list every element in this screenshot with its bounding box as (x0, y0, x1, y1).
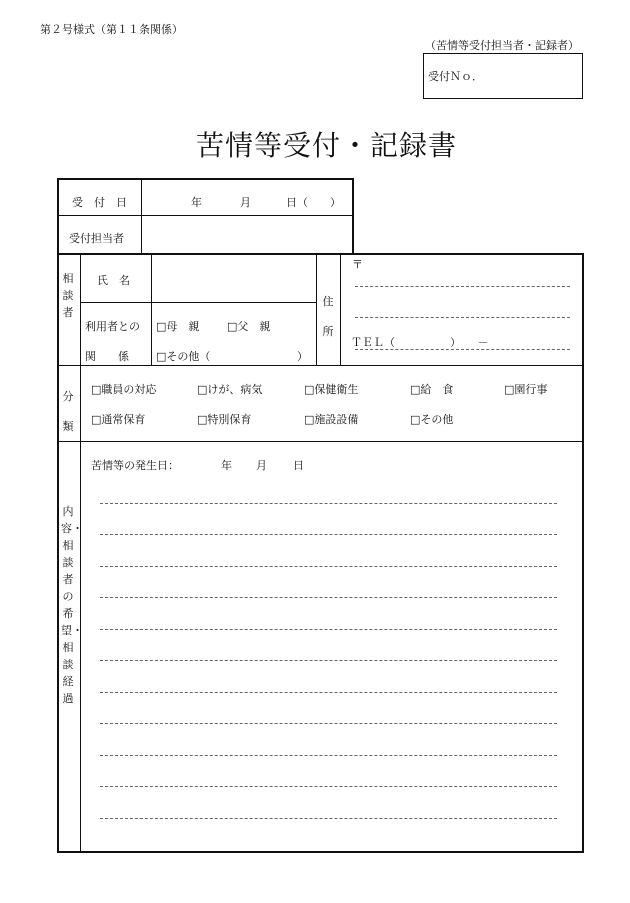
relation-option-mother[interactable]: □母 親 (156, 320, 200, 333)
reception-date-year: 年 (191, 196, 202, 209)
relation-option-other[interactable]: □その他（ (156, 350, 211, 363)
category-health-hygiene[interactable]: □保健衛生 (304, 383, 359, 396)
address-line-1[interactable] (355, 286, 570, 287)
content-line[interactable] (100, 723, 557, 724)
occurrence-date-label: 苦情等の発生日： (91, 459, 179, 472)
category-school-events[interactable]: □園行事 (504, 383, 548, 396)
occurrence-month: 月 (256, 459, 267, 472)
name-row-divider (80, 302, 316, 303)
side-label-column-divider (80, 253, 81, 851)
staff-note: （苦情等受付担当者・記録者） (425, 39, 579, 52)
category-special-care[interactable]: □特別保育 (197, 413, 252, 426)
tel-line (355, 349, 570, 350)
category-injury-illness[interactable]: □けが、病気 (197, 383, 263, 396)
name-field[interactable] (152, 255, 315, 301)
reception-staff-field[interactable] (142, 216, 351, 253)
category-bottom-divider (57, 441, 583, 442)
address-label (321, 287, 335, 347)
occurrence-year: 年 (221, 459, 232, 472)
address-line-2[interactable] (355, 317, 570, 318)
category-meals[interactable]: □給 食 (410, 383, 454, 396)
occurrence-day: 日 (293, 459, 304, 472)
consultant-bottom-divider (57, 365, 583, 366)
content-line[interactable] (100, 597, 557, 598)
address-label-text: 住所 (322, 295, 334, 338)
consultant-side-label (61, 270, 75, 321)
content-side-label (61, 503, 83, 707)
content-line[interactable] (100, 786, 557, 787)
reception-date-label: 受 付 日 (72, 196, 127, 209)
content-line[interactable] (100, 660, 557, 661)
reception-left-border (57, 178, 59, 254)
reception-date-month: 月 (240, 196, 251, 209)
content-line[interactable] (100, 534, 557, 535)
relation-option-other-close: ） (297, 350, 308, 363)
content-line[interactable] (100, 818, 557, 819)
receipt-number-label: 受付Ｎｏ． (428, 70, 483, 83)
category-side-label (61, 382, 75, 442)
content-line[interactable] (100, 692, 557, 693)
main-left-border (57, 253, 59, 852)
category-staff-response[interactable]: □職員の対応 (91, 383, 157, 396)
reception-right-border (352, 178, 354, 254)
content-side-label-text: 内容・相談者の希望・相談経過 (61, 505, 83, 705)
category-side-label-text: 分類 (62, 390, 74, 433)
relation-label-line1: 利用者との (85, 320, 140, 333)
main-right-border (582, 253, 584, 852)
consultant-side-label-text: 相談者 (62, 272, 74, 319)
address-label-right-divider (340, 253, 341, 365)
receipt-number-box[interactable] (423, 53, 583, 99)
relation-label-line2: 関 係 (85, 350, 129, 363)
postal-mark: 〒 (352, 258, 363, 271)
category-facilities[interactable]: □施設設備 (304, 413, 359, 426)
name-label: 氏 名 (97, 274, 130, 287)
content-line[interactable] (100, 503, 557, 504)
form-number-label: 第２号様式（第１１条関係） (40, 23, 183, 36)
reception-staff-label: 受付担当者 (69, 232, 124, 245)
tel-field[interactable]: ＴＥＬ（ ） － (351, 336, 489, 349)
category-regular-care[interactable]: □通常保育 (91, 413, 146, 426)
content-line[interactable] (100, 566, 557, 567)
main-top-border (57, 253, 583, 255)
content-line[interactable] (100, 755, 557, 756)
category-other[interactable]: □その他 (410, 413, 454, 426)
relation-option-father[interactable]: □父 親 (227, 320, 271, 333)
content-line[interactable] (100, 629, 557, 630)
reception-date-field[interactable] (142, 180, 351, 214)
main-bottom-border (57, 851, 584, 853)
reception-date-day: 日（ ） (286, 196, 341, 209)
address-label-left-divider (316, 253, 317, 365)
page-title: 苦情等受付・記録書 (196, 129, 458, 162)
